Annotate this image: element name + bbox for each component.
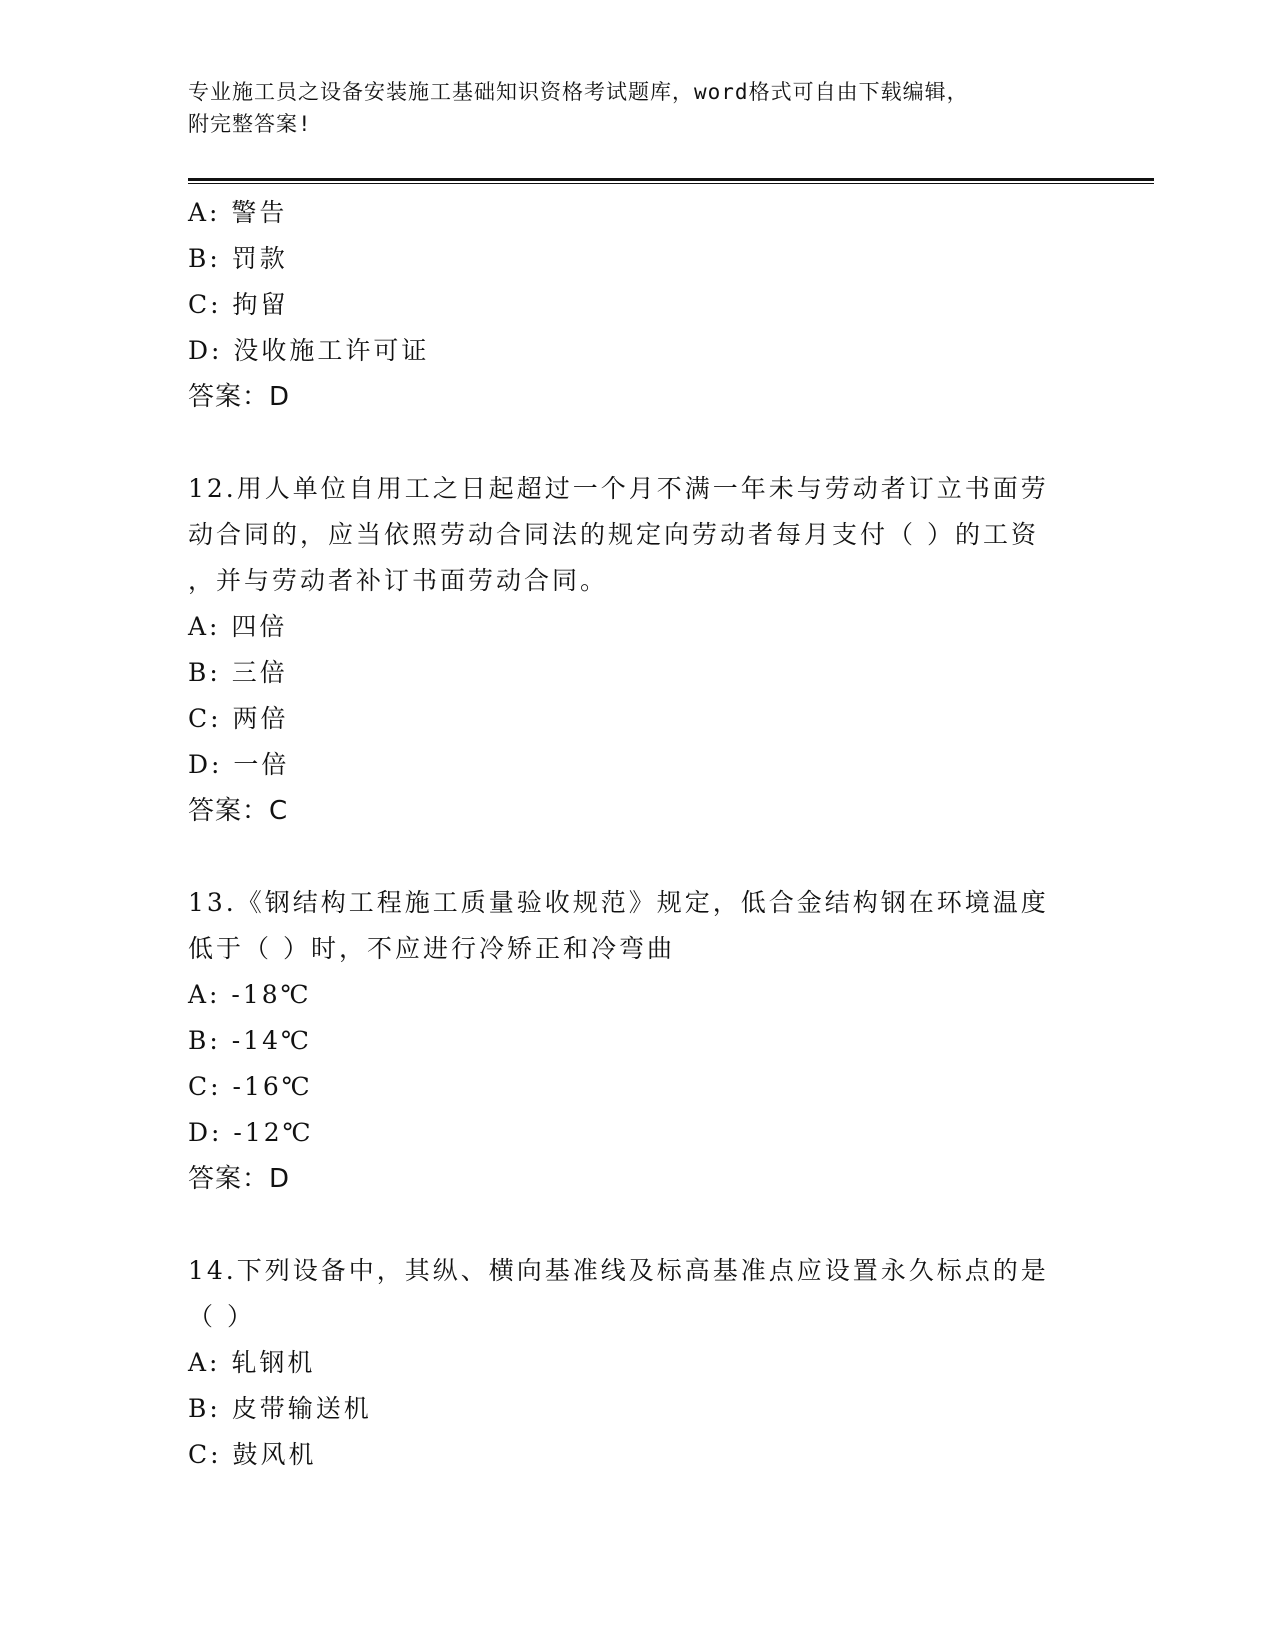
- option-d: D: -12℃: [188, 1118, 314, 1147]
- option-a: A: -18℃: [188, 980, 312, 1009]
- question-stem-line: 12.用人单位自用工之日起超过一个月不满一年未与劳动者订立书面劳: [188, 474, 1049, 503]
- option-c: C: 两倍: [188, 704, 289, 733]
- header-divider-thin: [188, 183, 1154, 184]
- question-stem-line: 13.《钢结构工程施工质量验收规范》规定，低合金结构钢在环境温度: [188, 888, 1049, 917]
- header-line-1: 专业施工员之设备安装施工基础知识资格考试题库，word格式可自由下载编辑，: [188, 80, 969, 104]
- option-a: A: 四倍: [188, 612, 288, 641]
- question-spacer: [188, 834, 1088, 880]
- question-spacer: [188, 420, 1088, 466]
- question-stem-line: 动合同的，应当依照劳动合同法的规定向劳动者每月支付（ ）的工资: [188, 520, 1039, 549]
- question-stem-line: （ ）: [188, 1302, 255, 1331]
- question-stem-line: 低于（ ）时，不应进行冷矫正和冷弯曲: [188, 934, 675, 963]
- option-a: A: 警告: [188, 198, 288, 227]
- question-12: [188, 466, 1088, 834]
- option-b: B: 罚款: [188, 244, 288, 273]
- document-header: [188, 76, 1088, 140]
- question-list: [188, 190, 1088, 1478]
- answer-line: 答案：D: [188, 1164, 291, 1194]
- option-c: C: -16℃: [188, 1072, 313, 1101]
- question-11: [188, 190, 1088, 420]
- question-stem-line: 14.下列设备中，其纵、横向基准线及标高基准点应设置永久标点的是: [188, 1256, 1049, 1285]
- answer-line: 答案：D: [188, 382, 291, 412]
- question-stem-line: ，并与劳动者补订书面劳动合同。: [188, 566, 609, 595]
- option-b: B: 三倍: [188, 658, 288, 687]
- header-line-2: 附完整答案!: [188, 112, 312, 136]
- answer-line: 答案：C: [188, 796, 289, 826]
- question-spacer: [188, 1202, 1088, 1248]
- header-divider-thick: [188, 178, 1154, 181]
- option-b: B: 皮带输送机: [188, 1394, 372, 1423]
- option-b: B: -14℃: [188, 1026, 312, 1055]
- option-d: D: 没收施工许可证: [188, 336, 430, 365]
- question-14: [188, 1248, 1088, 1478]
- option-c: C: 鼓风机: [188, 1440, 317, 1469]
- option-d: D: 一倍: [188, 750, 290, 779]
- option-a: A: 轧钢机: [188, 1348, 316, 1377]
- question-13: [188, 880, 1088, 1202]
- option-c: C: 拘留: [188, 290, 289, 319]
